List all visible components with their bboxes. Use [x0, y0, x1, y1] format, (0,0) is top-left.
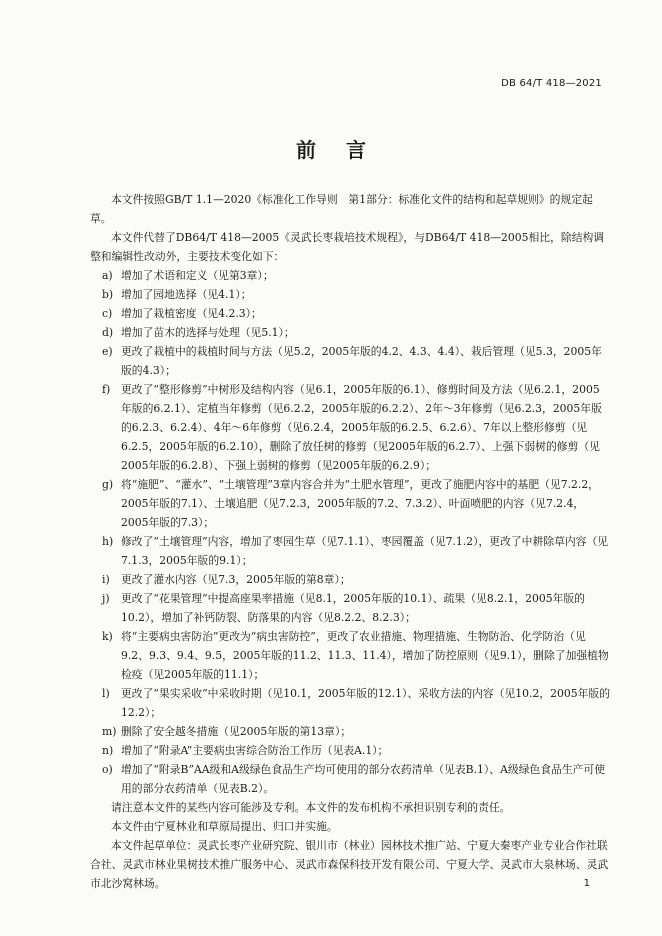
- list-item-text: 更改了灌水内容（见7.3，2005年版的第8章）；: [121, 573, 351, 586]
- list-item-text: 更改了“果实采收”中采收时期（见10.1，2005年版的12.1）、采收方法的内容（见10.2，2005年版的12.2）；: [121, 687, 611, 719]
- list-item: [90, 266, 610, 285]
- closing-paragraph: 本文件起草单位：灵武长枣产业研究院、银川市（林业）园林技术推广站、宁夏大秦枣产业专业合作社联合社、灵武市林业果树技术推广服务中心、灵武市森保科技开发有限公司、宁夏大学、灵武市大泉林场、灵武市北沙窝林场。: [90, 839, 609, 890]
- list-item: [90, 760, 610, 798]
- list-item-label: o): [102, 763, 113, 776]
- list-item: [90, 741, 610, 760]
- list-item: [90, 304, 610, 323]
- list-item-text: 增加了术语和定义（见第3章）；: [121, 269, 274, 282]
- list-item-label: m): [102, 725, 117, 738]
- list-item-label: l): [102, 687, 110, 700]
- list-item-label: c): [102, 307, 113, 320]
- list-item-label: a): [102, 269, 113, 282]
- list-item: [90, 532, 610, 570]
- list-item-label: d): [102, 326, 114, 339]
- list-item-label: k): [102, 630, 113, 643]
- list-item-text: 更改了“花果管理”中提高座果率措施（见8.1，2005年版的10.1）、疏果（见8.2.1，2005年版的10.2），增加了补钙防裂、防落果的内容（见8.2.2、8.2.3）；: [121, 592, 585, 624]
- list-item-label: f): [102, 383, 111, 396]
- intro-paragraph: 本文件按照GB/T 1.1—2020《标准化工作导则 第1部分：标准化文件的结构和起草规则》的规定起草。: [90, 193, 593, 225]
- foreword-body: [90, 190, 610, 893]
- list-item: [90, 684, 610, 722]
- list-item-label: b): [102, 288, 114, 301]
- list-item-label: g): [102, 478, 114, 491]
- list-item-text: 修改了“土壤管理”内容，增加了枣园生草（见7.1.1）、枣园覆盖（见7.1.2），更改了中耕除草内容（见7.1.3，2005年版的9.1）；: [121, 535, 609, 567]
- list-item-text: 将“施肥”、“灌水”、“土壤管理”3章内容合并为“土肥水管理”，更改了施肥内容中的基肥（见7.2.2，2005年版的7.1）、土壤追肥（见7.2.3，2005年版的7.2、7.3.2）、叶面喷肥的内容（见7.2.4，2005年版的7.3）；: [121, 478, 599, 529]
- list-item: [90, 285, 610, 304]
- list-item: [90, 323, 610, 342]
- list-item-label: h): [102, 535, 114, 548]
- list-item-label: n): [102, 744, 114, 757]
- list-item-text: 删除了安全越冬措施（见2005年版的第13章）；: [121, 725, 352, 738]
- list-item-text: 更改了栽植中的栽植时间与方法（见5.2，2005年版的4.2、4.3、4.4）、栽后管理（见5.3，2005年版的4.3）；: [121, 345, 602, 377]
- list-item-text: 更改了“整形修剪”中树形及结构内容（见6.1，2005年版的6.1）、修剪时间及方法（见6.2.1，2005年版的6.2.1）、定植当年修剪（见6.2.2，2005年版的6.2.2）、2年～3年修剪（见6.2.3，2005年版的6.2.3、6.2.4）、4年～6年修剪（见6.2.4，2005年版的6.2.5、6.2.6）、7年以上整形修剪（见6.2.5，2005年版的6.2.10），删除了放任树的修剪（见2005年版的6.2.7）、上强下弱树的修剪（见2005年版的6.2.8）、下强上弱树的修剪（见2005年版的6.2.9）；: [121, 383, 602, 472]
- page-number: 1: [583, 878, 590, 889]
- closing-paragraph: 本文件由宁夏林业和草原局提出、归口并实施。: [111, 820, 338, 833]
- list-item-label: i): [102, 573, 110, 586]
- standard-code: DB 64/T 418—2021: [501, 78, 602, 89]
- list-item: [90, 589, 610, 627]
- list-item-text: 将“主要病虫害防治”更改为“病虫害防控”，更改了农业措施、物理措施、生物防治、化学防治（见9.2、9.3、9.4、9.5，2005年版的11.2、11.3、11.4），增加了防控原则（见9.1），删除了加强植物检疫（见2005年版的11.1）；: [121, 630, 609, 681]
- intro-paragraph: 本文件代替了DB64/T 418—2005《灵武长枣栽培技术规程》，与DB64/T 418—2005相比，除结构调整和编辑性改动外，主要技术变化如下：: [90, 231, 605, 263]
- list-item: [90, 570, 610, 589]
- list-item-text: 增加了“附录B”AA级和A级绿色食品生产均可使用的部分农药清单（见表B.1）、A级绿色食品生产可使用的部分农药清单（见表B.2）。: [121, 763, 606, 795]
- list-item: [90, 627, 610, 684]
- list-item-label: e): [102, 345, 113, 358]
- list-item-label: j): [102, 592, 110, 605]
- list-item: [90, 380, 610, 475]
- list-item-text: 增加了园地选择（见4.1）；: [121, 288, 252, 301]
- closing-paragraph: 请注意本文件的某些内容可能涉及专利。本文件的发布机构不承担识别专利的责任。: [111, 801, 511, 814]
- page-title: 前言: [296, 138, 396, 162]
- list-item: [90, 342, 610, 380]
- list-item-text: 增加了“附录A”主要病虫害综合防治工作历（见表A.1）；: [121, 744, 389, 757]
- list-item: [90, 722, 610, 741]
- list-item-text: 增加了苗木的选择与处理（见5.1）；: [121, 326, 295, 339]
- list-item: [90, 475, 610, 532]
- list-item-text: 增加了栽植密度（见4.2.3）；: [121, 307, 262, 320]
